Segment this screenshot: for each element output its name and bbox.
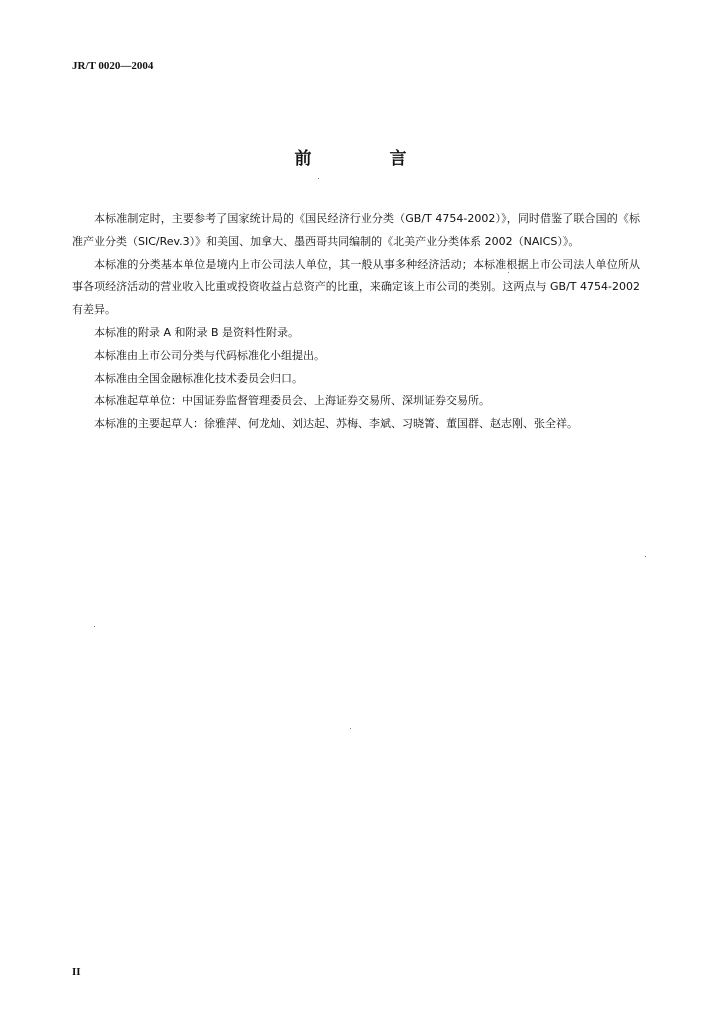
paragraph-drafting-units: 本标准起草单位：中国证券监督管理委员会、上海证券交易所、深圳证券交易所。 <box>94 394 490 408</box>
paragraph-appendices: 本标准的附录 A 和附录 B 是资料性附录。 <box>94 325 300 339</box>
scan-speck <box>318 178 319 179</box>
standard-code: JR/T 0020—2004 <box>72 60 154 72</box>
page-number: II <box>72 966 81 978</box>
paragraph-administrator: 本标准由全国金融标准化技术委员会归口。 <box>94 371 303 385</box>
paragraph-references: 本标准制定时，主要参考了国家统计局的《国民经济行业分类（GB/T 4754-2002）》，同时借鉴了联合国的《标准产业分类（SIC/Rev.3）》和美国、加拿大、墨西哥共同编制的《北美产业分类体系 2002（NAICS）》。 <box>72 212 640 248</box>
foreword-body <box>72 208 640 436</box>
paragraph-proposer: 本标准由上市公司分类与代码标准化小组提出。 <box>94 348 325 362</box>
scan-speck <box>350 728 351 729</box>
scan-speck <box>94 626 95 627</box>
scan-speck <box>508 272 509 273</box>
scan-speck <box>645 556 646 557</box>
paragraph-drafters: 本标准的主要起草人：徐雅萍、何龙灿、刘达起、苏梅、李斌、习晓箐、董国群、赵志刚、张全祥。 <box>94 417 578 431</box>
page-title: 前 言 <box>294 149 443 169</box>
paragraph-classification-unit: 本标准的分类基本单位是境内上市公司法人单位，其一般从事多种经济活动；本标准根据上市公司法人单位所从事各项经济活动的营业收入比重或投资收益占总资产的比重，来确定该上市公司的类别。这两点与 GB/T 4754-2002 有差异。 <box>72 257 640 317</box>
